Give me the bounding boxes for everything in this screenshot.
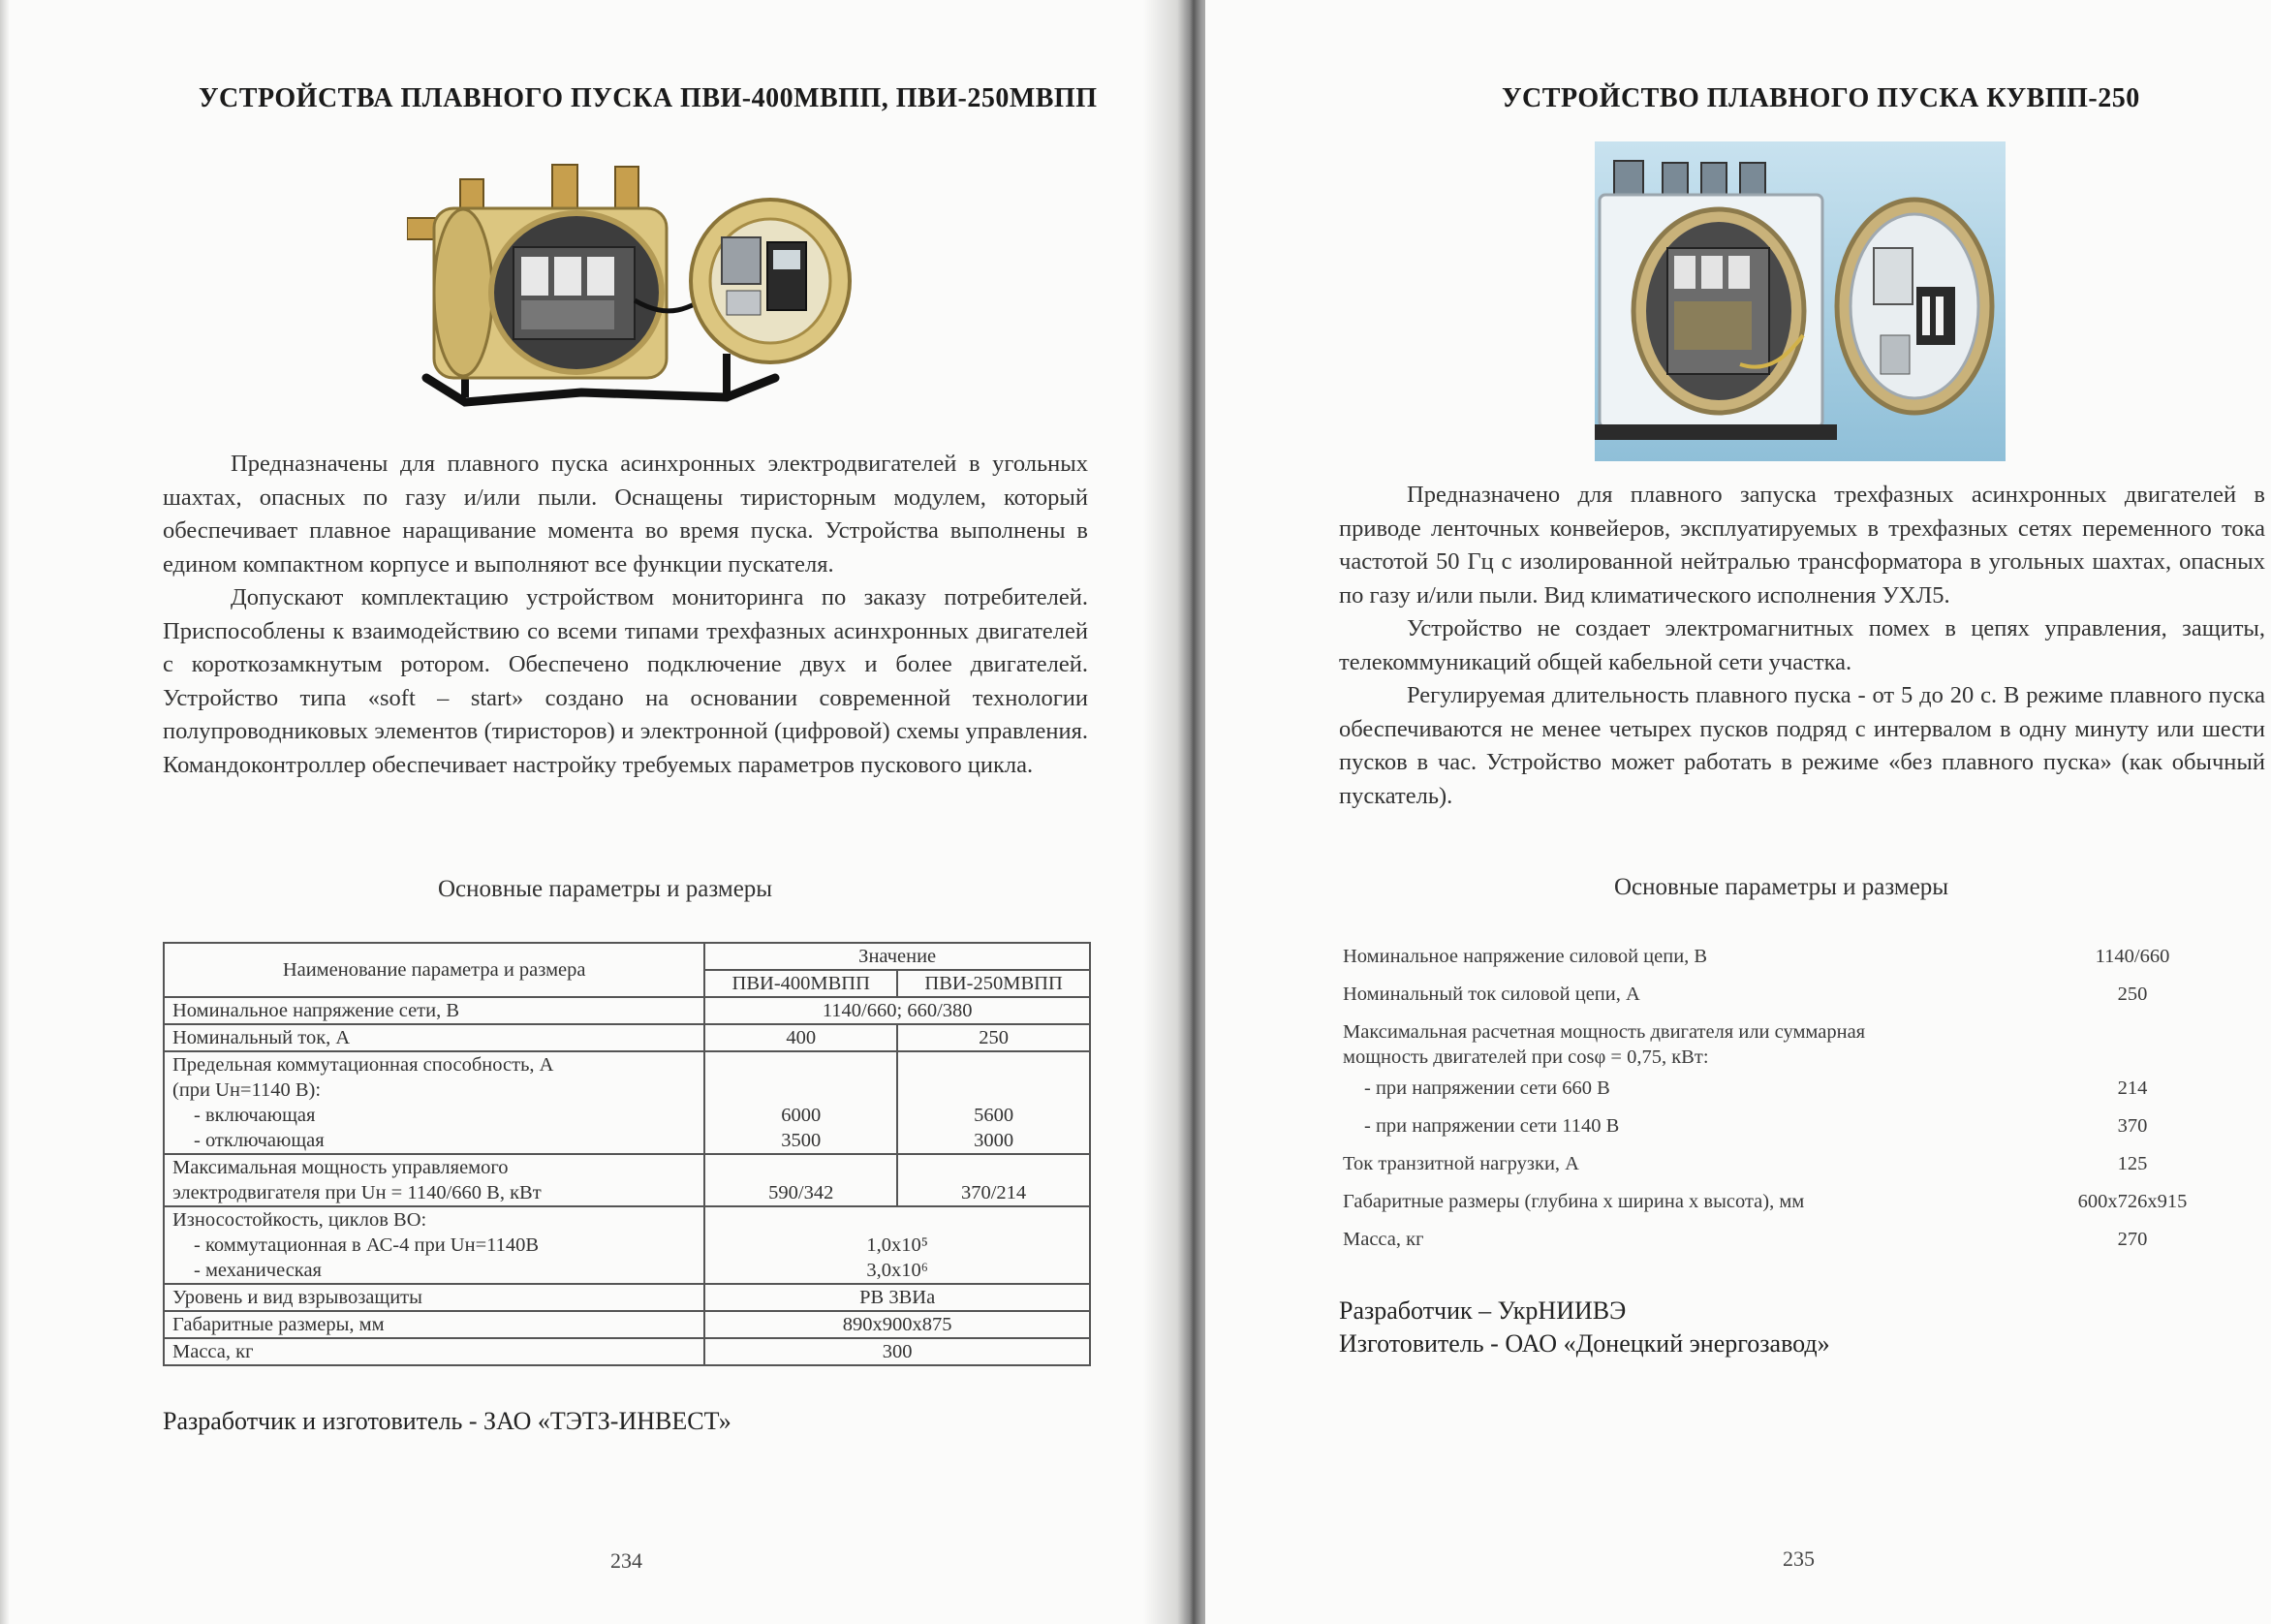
right-paragraph-2: Устройство не создает электромагнитных помех в цепях управления, защиты, телекоммуникаций общей кабельной сети участка. bbox=[1339, 615, 2265, 675]
param-row bbox=[1343, 1077, 2215, 1107]
table-row bbox=[164, 1206, 1090, 1284]
param-value: 370 bbox=[2117, 1115, 2148, 1137]
row-value: 400 bbox=[704, 1024, 897, 1051]
row-value: 1140/660; 660/380 bbox=[704, 997, 1090, 1024]
row-value: 370/214 bbox=[897, 1154, 1090, 1206]
page-edge bbox=[0, 0, 10, 1624]
row-label: Предельная коммутационная способность, А bbox=[172, 1054, 554, 1076]
row-label: Масса, кг bbox=[164, 1338, 704, 1365]
param-value: 270 bbox=[2117, 1229, 2148, 1250]
param-label: Ток транзитной нагрузки, А bbox=[1343, 1153, 1579, 1174]
pvi-device-illustration bbox=[407, 155, 862, 417]
left-section-title: Основные параметры и размеры bbox=[438, 876, 773, 902]
row-label: Уровень и вид взрывозащиты bbox=[164, 1284, 704, 1311]
left-page-title: УСТРОЙСТВА ПЛАВНОГО ПУСКА ПВИ-400МВПП, ПВИ-250МВПП bbox=[199, 83, 1098, 113]
row-value: 890x900x875 bbox=[704, 1311, 1090, 1338]
param-value: 1140/660 bbox=[2095, 946, 2170, 967]
row-label: электродвигателя при Uн = 1140/660 В, кВт bbox=[172, 1182, 542, 1203]
param-label: Номинальное напряжение силовой цепи, В bbox=[1343, 946, 1708, 967]
header-value: Значение bbox=[704, 943, 1090, 970]
header-col2: ПВИ-250МВПП bbox=[897, 970, 1090, 997]
row-sublabel: - механическая bbox=[194, 1260, 322, 1281]
param-value: 250 bbox=[2117, 984, 2148, 1005]
row-value: РВ 3ВИа bbox=[704, 1284, 1090, 1311]
row-value-block bbox=[704, 1206, 1090, 1284]
table-row bbox=[164, 1311, 1090, 1338]
row-value: 300 bbox=[704, 1338, 1090, 1365]
row-label-block bbox=[164, 1051, 704, 1154]
right-section-title: Основные параметры и размеры bbox=[1614, 874, 1949, 900]
right-paragraph-1: Предназначено для плавного запуска трехфазных асинхронных двигателей в приводе ленточных конвейеров, эксплуатируемых в трехфазных сетях переменного тока частотой 50 Гц с изолированной нейтралью трансформатора в угольных шахтах, опасных по газу и/или пыли. Вид климатического исполнения УХЛ5. bbox=[1339, 482, 2265, 609]
param-label: Масса, кг bbox=[1343, 1229, 1424, 1250]
left-page-number: 234 bbox=[610, 1548, 642, 1573]
row-label-block bbox=[164, 1154, 704, 1206]
left-credit: Разработчик и изготовитель - ЗАО «ТЭТЗ-ИНВЕСТ» bbox=[163, 1407, 731, 1435]
left-description bbox=[163, 448, 1088, 782]
kuvpp-device-photo bbox=[1595, 141, 2006, 461]
row-value: 6000 bbox=[781, 1105, 822, 1126]
row-sublabel: - отключающая bbox=[194, 1130, 325, 1151]
table-row bbox=[164, 1154, 1090, 1206]
row-value-block bbox=[704, 1051, 897, 1154]
row-label: Максимальная мощность управляемого bbox=[172, 1157, 509, 1178]
right-params-list bbox=[1343, 946, 2215, 1265]
kuvpp-device-illustration bbox=[1595, 141, 2006, 461]
param-label: Габаритные размеры (глубина х ширина х высота), мм bbox=[1343, 1191, 1805, 1212]
row-value: 3,0x10⁶ bbox=[866, 1260, 928, 1281]
param-label: Номинальный ток силовой цепи, А bbox=[1343, 984, 1640, 1005]
row-value: 590/342 bbox=[704, 1154, 897, 1206]
param-row bbox=[1343, 946, 2215, 975]
table-row bbox=[164, 1284, 1090, 1311]
param-label: мощность двигателей при cosφ = 0,75, кВт: bbox=[1343, 1046, 1709, 1068]
row-sublabel: - коммутационная в АС-4 при Uн=1140В bbox=[194, 1234, 540, 1256]
row-label: Износостойкость, циклов ВО: bbox=[172, 1209, 427, 1231]
left-paragraph-2: Допускают комплектацию устройством мониторинга по заказу потребителей. Приспособлены к взаимодействию со всеми типами трехфазных асинхронных двигателей с короткозамкнутым ротором. Обеспечено подключение двух и более двигателей. Устройство типа «soft – start» создано на основании современной технологии полупроводниковых элементов (тиристоров) и электронной (цифровой) схемы управления. Командоконтроллер обеспечивает настройку требуемых параметров пускового цикла. bbox=[163, 584, 1088, 778]
row-value: 3500 bbox=[781, 1130, 822, 1151]
header-col1: ПВИ-400МВПП bbox=[704, 970, 897, 997]
row-label: Номинальное напряжение сети, В bbox=[164, 997, 704, 1024]
right-paragraph-3: Регулируемая длительность плавного пуска - от 5 до 20 с. В режиме плавного пуска обеспечиваются не менее четырех пусков подряд с интервалом в одну минуту или шести пусков в час. Устройство может работать в режиме «без плавного пуска» (как обычный пускатель). bbox=[1339, 682, 2265, 809]
header-name: Наименование параметра и размера bbox=[164, 943, 704, 997]
param-row bbox=[1343, 1046, 2215, 1076]
row-value: 250 bbox=[897, 1024, 1090, 1051]
row-value-block bbox=[897, 1051, 1090, 1154]
right-credit-developer: Разработчик – УкрНИИВЭ bbox=[1339, 1296, 1627, 1325]
table-row bbox=[164, 1024, 1090, 1051]
param-value: 125 bbox=[2117, 1153, 2148, 1174]
right-page-number: 235 bbox=[1783, 1546, 1815, 1571]
row-value: 5600 bbox=[974, 1105, 1014, 1126]
row-label: (при Uн=1140 В): bbox=[172, 1079, 322, 1101]
left-params-table bbox=[163, 942, 1091, 1366]
table-header-row bbox=[164, 943, 1090, 970]
param-row bbox=[1343, 984, 2215, 1013]
param-label: Максимальная расчетная мощность двигателя или суммарная bbox=[1343, 1021, 1866, 1043]
row-label: Номинальный ток, А bbox=[164, 1024, 704, 1051]
param-row bbox=[1343, 1191, 2215, 1220]
table-row bbox=[164, 997, 1090, 1024]
right-description bbox=[1339, 479, 2265, 813]
row-label: Габаритные размеры, мм bbox=[164, 1311, 704, 1338]
row-sublabel: - включающая bbox=[194, 1105, 316, 1126]
param-value: 600x726x915 bbox=[2077, 1191, 2188, 1212]
param-row bbox=[1343, 1153, 2215, 1182]
param-value: 214 bbox=[2117, 1077, 2148, 1099]
param-label: - при напряжении сети 660 В bbox=[1364, 1077, 1610, 1099]
right-page-title: УСТРОЙСТВО ПЛАВНОГО ПУСКА КУВПП-250 bbox=[1502, 83, 2140, 113]
table-row bbox=[164, 1338, 1090, 1365]
pvi-device-photo bbox=[407, 155, 862, 417]
row-label-block bbox=[164, 1206, 704, 1284]
right-credit-manufacturer: Изготовитель - ОАО «Донецкий энергозавод» bbox=[1339, 1329, 1830, 1358]
table-row bbox=[164, 1051, 1090, 1154]
param-label: - при напряжении сети 1140 В bbox=[1364, 1115, 1620, 1137]
row-value: 1,0x10⁵ bbox=[866, 1234, 928, 1256]
right-page bbox=[1205, 0, 2271, 1624]
left-paragraph-1: Предназначены для плавного пуска асинхронных электродвигателей в угольных шахтах, опасных по газу и/или пыли. Оснащены тиристорным модулем, который обеспечивает плавное наращивание момента во время пуска. Устройства выполнены в едином компактном корпусе и выполняют все функции пускателя. bbox=[163, 451, 1088, 578]
row-value: 3000 bbox=[974, 1130, 1014, 1151]
param-row bbox=[1343, 1115, 2215, 1144]
param-row bbox=[1343, 1229, 2215, 1258]
